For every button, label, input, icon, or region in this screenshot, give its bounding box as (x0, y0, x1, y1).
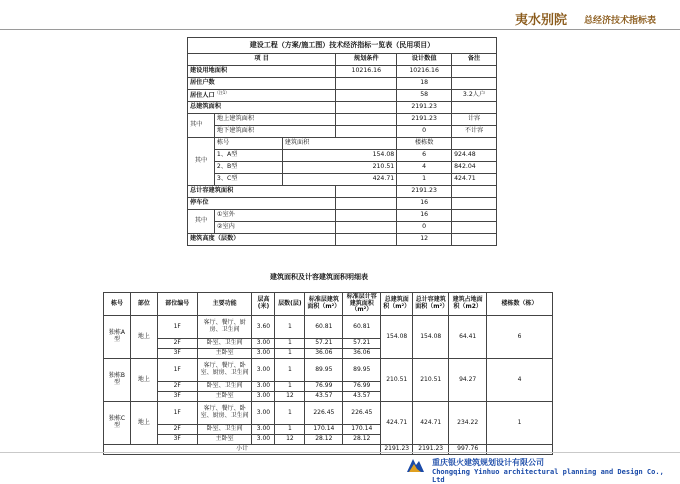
households-label: 居住户数 (188, 78, 336, 90)
bldg-far: 424.71 (413, 402, 449, 445)
height-label: 建筑高度（层数） (188, 234, 336, 246)
floor-no: 3F (157, 349, 197, 359)
floor-std-area: 57.21 (305, 339, 343, 349)
floor-no: 1F (157, 402, 197, 425)
col-header-design: 设计数值 (397, 54, 452, 66)
hdr-part-no: 部位编号 (157, 293, 197, 316)
floor-height: 3.00 (252, 435, 275, 445)
type-header-no: 栋号 (214, 138, 282, 150)
type-name: 1、A型 (214, 150, 282, 162)
footer-divider (0, 452, 680, 453)
floor-std-area: 28.12 (305, 435, 343, 445)
subtotal-label: 小计 (104, 445, 381, 455)
company-name-cn: 重庆银火建筑规划设计有限公司 (432, 458, 544, 467)
col-header-plan: 规划条件 (336, 54, 397, 66)
area-detail-table (103, 292, 553, 455)
type-area: 210.51 (282, 162, 397, 174)
bldg-footprint: 94.27 (449, 359, 487, 402)
floor-std-far: 43.57 (343, 392, 381, 402)
subtotal-far: 2191.23 (413, 445, 449, 455)
bldg-count: 6 (487, 316, 553, 359)
floor-no: 3F (157, 435, 197, 445)
population-design: 58 (397, 90, 452, 102)
height-design: 12 (397, 234, 452, 246)
floor-count: 1 (275, 349, 305, 359)
floor-func: 客厅、餐厅、卧室、厨房、卫生间 (197, 359, 252, 382)
floor-count: 1 (275, 382, 305, 392)
land-area-design: 10216.16 (397, 66, 452, 78)
bldg-part: 地上 (130, 316, 157, 359)
tech-indicator-table (187, 37, 497, 246)
households-design: 18 (397, 78, 452, 90)
bldg-total: 424.71 (381, 402, 413, 445)
floor-count: 1 (275, 316, 305, 339)
indoor-label: ②室内 (214, 222, 335, 234)
land-area-plan: 10216.16 (336, 66, 397, 78)
floor-std-far: 226.45 (343, 402, 381, 425)
floor-std-area: 43.57 (305, 392, 343, 402)
floor-std-area: 226.45 (305, 402, 343, 425)
outdoor-design: 16 (397, 210, 452, 222)
floor-std-far: 28.12 (343, 435, 381, 445)
total-area-label: 总建筑面积 (188, 102, 336, 114)
floor-func: 主卧室 (197, 392, 252, 402)
floor-std-far: 36.06 (343, 349, 381, 359)
floor-no: 1F (157, 359, 197, 382)
floor-func: 主卧室 (197, 349, 252, 359)
bldg-part: 地上 (130, 402, 157, 445)
far-area-label: 总计容建筑面积 (188, 186, 336, 198)
population-cell (188, 90, 336, 102)
population-remark: 3.2人户 (452, 90, 497, 102)
floor-std-far: 89.95 (343, 359, 381, 382)
type-area: 154.08 (282, 150, 397, 162)
hdr-func: 主要功能 (197, 293, 252, 316)
below-ground-label: 地下建筑面积 (214, 126, 335, 138)
total-area-design: 2191.23 (397, 102, 452, 114)
floor-height: 3.00 (252, 382, 275, 392)
floor-count: 12 (275, 392, 305, 402)
parking-design: 16 (397, 198, 452, 210)
bldg-footprint: 64.41 (449, 316, 487, 359)
header-divider (0, 29, 680, 30)
hdr-footprint: 建筑占地面积（m2） (449, 293, 487, 316)
bldg-total: 210.51 (381, 359, 413, 402)
hdr-total: 总建筑面积（m²） (381, 293, 413, 316)
company-name-en: Chongqing Yinhuo architectural planning and Design Co., Ltd (432, 468, 664, 484)
floor-std-area: 89.95 (305, 359, 343, 382)
table2-title: 建筑面积及计容建筑面积明细表 (270, 273, 368, 281)
type-total: 424.71 (452, 174, 497, 186)
types-of-which-label: 其中 (188, 138, 215, 186)
hdr-bldg: 栋号 (104, 293, 131, 316)
floor-std-far: 60.81 (343, 316, 381, 339)
subtotal-total: 2191.23 (381, 445, 413, 455)
hdr-count: 楼栋数（栋） (487, 293, 553, 316)
subtotal-footprint: 997.76 (449, 445, 487, 455)
bldg-far: 210.51 (413, 359, 449, 402)
hdr-std-far: 标准层计容建筑面积（m²） (343, 293, 381, 316)
floor-func: 主卧室 (197, 435, 252, 445)
floor-count: 1 (275, 339, 305, 349)
floor-std-area: 60.81 (305, 316, 343, 339)
bldg-total: 154.08 (381, 316, 413, 359)
floor-height: 3.60 (252, 316, 275, 339)
floor-height: 3.00 (252, 339, 275, 349)
bldg-name: 独栋C型 (104, 402, 131, 445)
floor-std-far: 57.21 (343, 339, 381, 349)
col-header-item: 项 目 (188, 54, 336, 66)
type-header-area: 建筑面积 (282, 138, 397, 150)
land-area-label: 建设用地面积 (188, 66, 336, 78)
population-note: （注1） (214, 90, 230, 96)
type-name: 3、C型 (214, 174, 282, 186)
hdr-part: 部位 (130, 293, 157, 316)
floor-func: 客厅、餐厅、卧室、厨房、卫生间 (197, 402, 252, 425)
type-total: 924.48 (452, 150, 497, 162)
bldg-far: 154.08 (413, 316, 449, 359)
indoor-design: 0 (397, 222, 452, 234)
above-ground-design: 2191.23 (397, 114, 452, 126)
bldg-footprint: 234.22 (449, 402, 487, 445)
floor-std-area: 36.06 (305, 349, 343, 359)
col-header-remark: 备注 (452, 54, 497, 66)
floor-func: 卧室、卫生间 (197, 425, 252, 435)
type-count: 4 (397, 162, 452, 174)
hdr-floors: 层数(层) (275, 293, 305, 316)
bldg-name: 独栋B型 (104, 359, 131, 402)
type-area: 424.71 (282, 174, 397, 186)
floor-count: 1 (275, 425, 305, 435)
below-ground-design: 0 (397, 126, 452, 138)
floor-func: 卧室、卫生间 (197, 382, 252, 392)
floor-no: 3F (157, 392, 197, 402)
above-ground-remark: 计容 (452, 114, 497, 126)
bldg-part: 地上 (130, 359, 157, 402)
population-label: 居住人口 (190, 92, 215, 100)
type-header-count: 楼栋数 (397, 138, 452, 150)
floor-count: 12 (275, 435, 305, 445)
below-ground-remark: 不计容 (452, 126, 497, 138)
of-which-label: 其中 (188, 114, 215, 138)
floor-no: 1F (157, 316, 197, 339)
floor-std-area: 170.14 (305, 425, 343, 435)
floor-std-far: 170.14 (343, 425, 381, 435)
floor-count: 1 (275, 402, 305, 425)
company-logo (404, 455, 426, 475)
project-name: 夷水别院 (515, 13, 568, 28)
floor-height: 3.00 (252, 402, 275, 425)
type-name: 2、B型 (214, 162, 282, 174)
parking-of-which-label: 其中 (188, 210, 215, 234)
bldg-name: 独栋A型 (104, 316, 131, 359)
section-title: 总经济技术指标表 (584, 16, 657, 26)
far-area-design: 2191.23 (397, 186, 452, 198)
parking-label: 停车位 (188, 198, 336, 210)
hdr-total-far: 总计容建筑面积（m²） (413, 293, 449, 316)
type-count: 1 (397, 174, 452, 186)
floor-no: 2F (157, 382, 197, 392)
floor-height: 3.00 (252, 349, 275, 359)
above-ground-label: 地上建筑面积 (214, 114, 335, 126)
bldg-count: 4 (487, 359, 553, 402)
floor-func: 客厅、餐厅、厨房、卫生间 (197, 316, 252, 339)
floor-height: 3.00 (252, 425, 275, 435)
hdr-height: 层高(米) (252, 293, 275, 316)
outdoor-label: ①室外 (214, 210, 335, 222)
hdr-std-area: 标准层建筑面积（m²） (305, 293, 343, 316)
floor-std-far: 76.99 (343, 382, 381, 392)
type-total: 842.04 (452, 162, 497, 174)
floor-count: 1 (275, 359, 305, 382)
floor-std-area: 76.99 (305, 382, 343, 392)
floor-height: 3.00 (252, 359, 275, 382)
table1-title: 建设工程（方案/施工图）技术经济指标一览表（民用项目） (188, 38, 497, 54)
floor-no: 2F (157, 339, 197, 349)
floor-func: 卧室、卫生间 (197, 339, 252, 349)
bldg-count: 1 (487, 402, 553, 445)
type-count: 6 (397, 150, 452, 162)
floor-height: 3.00 (252, 392, 275, 402)
floor-no: 2F (157, 425, 197, 435)
